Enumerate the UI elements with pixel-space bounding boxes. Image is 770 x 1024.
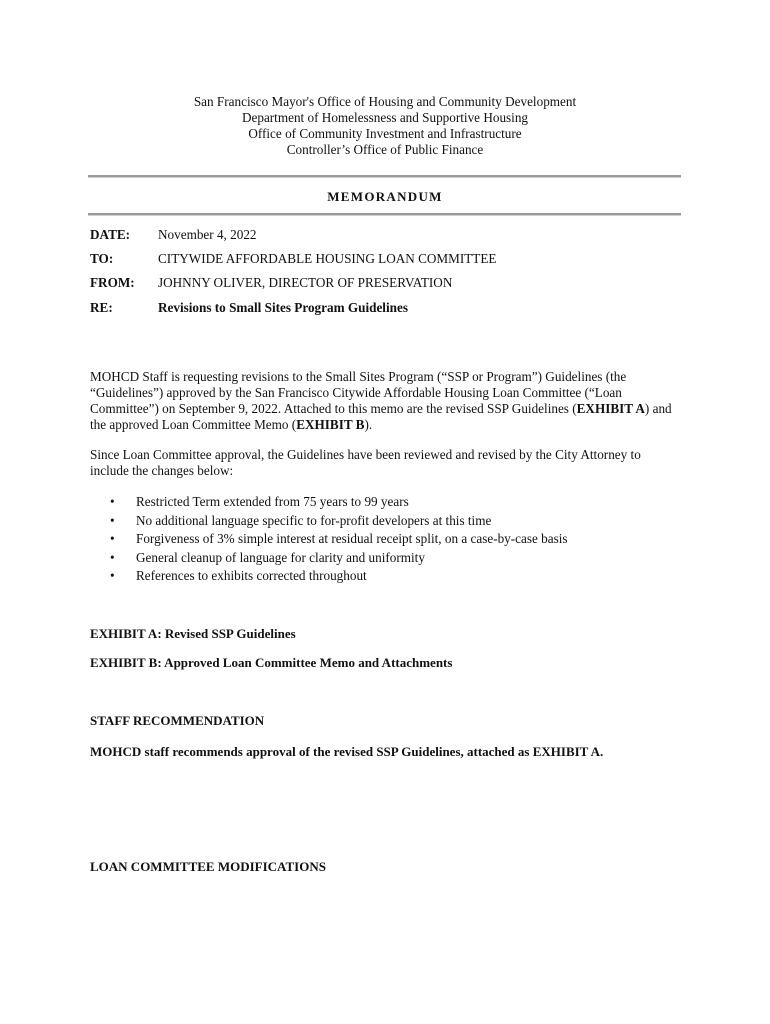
letterhead-line-controller: Controller’s Office of Public Finance — [286, 142, 484, 157]
from-label: FROM: — [90, 275, 135, 290]
list-item-text: Restricted Term extended from 75 years to 99 years — [136, 494, 409, 509]
exhibit-a-reference: EXHIBIT A — [576, 401, 645, 416]
to-value: CITYWIDE AFFORDABLE HOUSING LOAN COMMITTEE — [158, 251, 497, 266]
bullet-icon: • — [110, 512, 115, 528]
top-divider — [88, 175, 681, 178]
memo-title: MEMORANDUM — [327, 189, 443, 204]
changes-list — [110, 493, 568, 586]
bullet-icon: • — [110, 549, 115, 565]
date-label: DATE: — [90, 227, 131, 242]
from-row — [90, 275, 452, 291]
date-row — [90, 227, 257, 243]
bullet-icon: • — [110, 531, 115, 546]
list-item-text: References to exhibits corrected throughout — [136, 568, 367, 583]
re-label: RE: — [90, 300, 113, 315]
letterhead-line-hsh: Department of Homelessness and Supportive Housing — [241, 110, 529, 125]
date-value: November 4, 2022 — [158, 227, 257, 242]
to-label: TO: — [90, 251, 114, 266]
staff-recommendation-text: MOHCD staff recommends approval of the revised SSP Guidelines, attached as EXHIBIT A. — [90, 744, 604, 759]
intro-text-end: ). — [364, 417, 373, 432]
loan-committee-modifications-heading: LOAN COMMITTEE MODIFICATIONS — [90, 859, 326, 874]
list-item — [110, 493, 568, 512]
bullet-icon: • — [110, 494, 115, 509]
bullet-icon: • — [110, 568, 115, 583]
intro-text: MOHCD Staff is requesting revisions to the Small Sites Program (“SSP or Program”) Guidelines (the “Guidelines”) approved by the San Francisco Citywide Affordable Housing Loan Committee (“Loan Committee”) on September 9, 2022. Attached to this memo are the revised SSP Guidelines ( — [90, 369, 627, 416]
list-item-text: Forgiveness of 3% simple interest at residual receipt split, on a case-by-case basis — [136, 531, 568, 546]
re-row — [90, 300, 408, 316]
staff-recommendation-heading: STAFF RECOMMENDATION — [90, 713, 265, 728]
list-item — [110, 512, 568, 531]
exhibit-b-heading: EXHIBIT B: Approved Loan Committee Memo and Attachments — [90, 655, 453, 670]
changes-paragraph: Since Loan Committee approval, the Guidelines have been reviewed and revised by the City Attorney to include the changes below: — [90, 447, 641, 478]
list-item — [110, 567, 568, 586]
list-item — [110, 530, 568, 549]
intro-paragraph — [90, 369, 680, 433]
to-row — [90, 251, 496, 267]
letterhead — [90, 94, 680, 158]
list-item-text: General cleanup of language for clarity and uniformity — [136, 549, 425, 565]
list-item — [110, 549, 568, 568]
re-value: Revisions to Small Sites Program Guidelines — [158, 300, 408, 315]
from-value: JOHNNY OLIVER, DIRECTOR OF PRESERVATION — [158, 275, 453, 290]
exhibit-a-heading: EXHIBIT A: Revised SSP Guidelines — [90, 626, 296, 641]
list-item-text: No additional language specific to for-profit developers at this time — [136, 512, 492, 528]
title-divider — [88, 213, 681, 216]
exhibit-b-reference: EXHIBIT B — [296, 417, 365, 432]
intro-text-middle: ) and the approved Loan Committee Memo ( — [90, 401, 672, 432]
letterhead-line-mohcd: San Francisco Mayor's Office of Housing and Community Development — [193, 94, 577, 109]
letterhead-line-ocii: Office of Community Investment and Infrastructure — [248, 126, 522, 141]
